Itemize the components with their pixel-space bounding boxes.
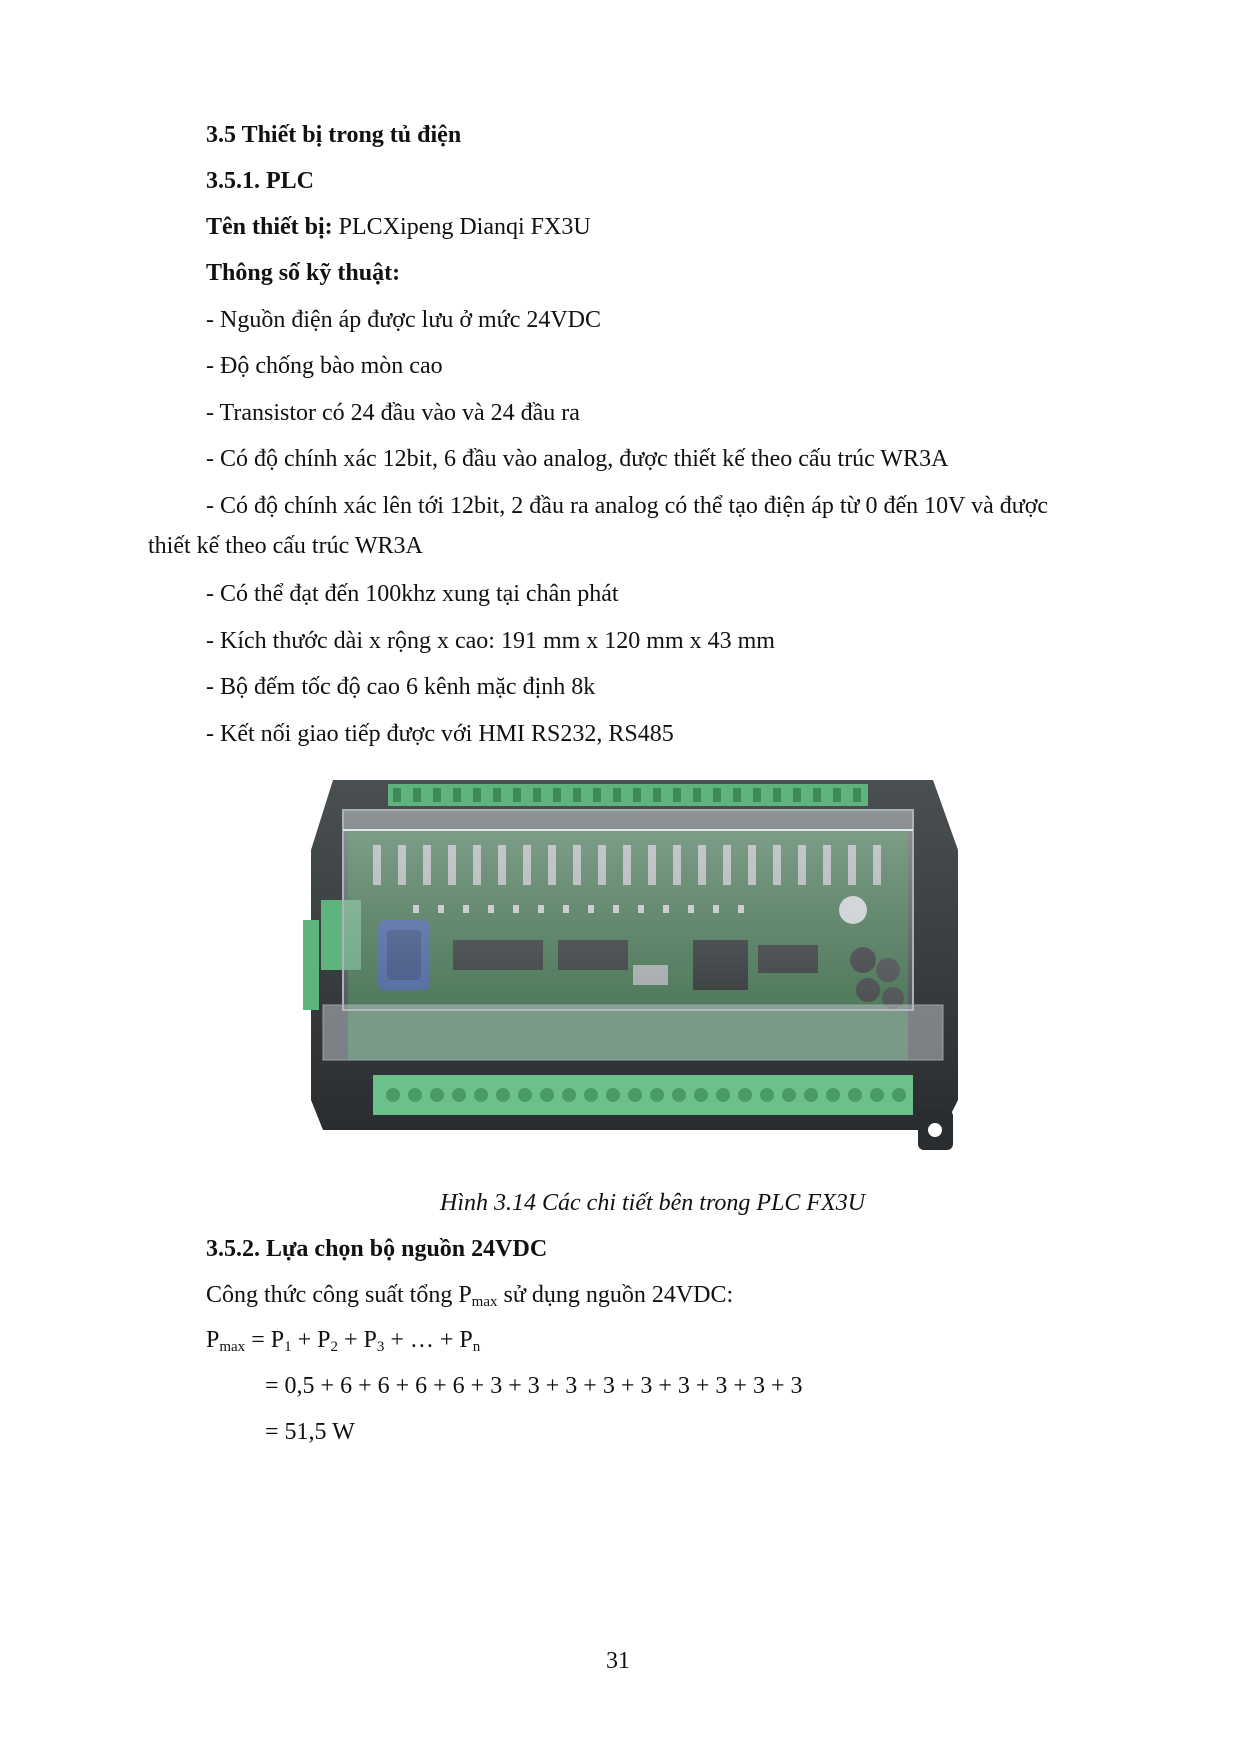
- spec-item: - Có độ chính xác 12bit, 6 đầu vào analog, được thiết kế theo cấu trúc WR3A: [206, 446, 949, 472]
- formula-symbol: P: [206, 1327, 220, 1353]
- spec-item: - Có thể đạt đến 100khz xung tại chân phát: [206, 581, 619, 607]
- formula-intro-text: sử dụng nguồn 24VDC:: [497, 1282, 734, 1308]
- spec-item: - Kích thước dài x rộng x cao: 191 mm x 120 mm x 43 mm: [206, 628, 775, 654]
- spec-item: - Transistor có 24 đầu vào và 24 đầu ra: [206, 400, 580, 426]
- formula-line-3: = 51,5 W: [265, 1419, 355, 1445]
- subscript: 1: [284, 1339, 292, 1355]
- spec-item: - Bộ đếm tốc độ cao 6 kênh mặc định 8k: [206, 674, 596, 700]
- plc-fx3u-photo: [303, 770, 963, 1170]
- subscript: 3: [376, 1339, 385, 1355]
- page-number: 31: [606, 1648, 630, 1674]
- figure-caption: Hình 3.14 Các chi tiết bên trong PLC FX3U: [440, 1190, 866, 1216]
- subscript: n: [472, 1339, 481, 1355]
- subscript: 2: [330, 1339, 338, 1355]
- spec-item: - Kết nối giao tiếp được với HMI RS232, RS485: [206, 721, 674, 747]
- device-name-line: [206, 212, 591, 242]
- formula-text: + P: [337, 1327, 377, 1353]
- formula-text: + … + P: [384, 1327, 473, 1353]
- formula-text: + P: [291, 1327, 331, 1353]
- subscript: max: [471, 1294, 498, 1310]
- formula-text: = P: [245, 1327, 285, 1353]
- formula-intro-text: Công thức công suất tổng P: [206, 1282, 472, 1308]
- spec-item: - Nguồn điện áp được lưu ở mức 24VDC: [206, 307, 602, 333]
- section-heading-3-5-2: 3.5.2. Lựa chọn bộ nguồn 24VDC: [206, 1236, 548, 1262]
- section-heading-3-5-1: 3.5.1. PLC: [206, 168, 314, 194]
- formula-intro: [206, 1280, 733, 1310]
- formula-line-1: [206, 1325, 480, 1355]
- section-heading-3-5: 3.5 Thiết bị trong tủ điện: [206, 122, 462, 148]
- specs-heading: Thông số kỹ thuật:: [206, 260, 401, 286]
- device-name-value: PLCXipeng Dianqi FX3U: [332, 214, 591, 240]
- subscript: max: [219, 1339, 246, 1355]
- spec-item-continuation: thiết kế theo cấu trúc WR3A: [148, 533, 423, 559]
- device-name-label: Tên thiết bị:: [206, 214, 333, 240]
- spec-item: - Độ chống bào mòn cao: [206, 353, 443, 379]
- spec-item: - Có độ chính xác lên tới 12bit, 2 đầu ra analog có thể tạo điện áp từ 0 đến 10V và được: [206, 493, 1049, 519]
- formula-line-2: = 0,5 + 6 + 6 + 6 + 6 + 3 + 3 + 3 + 3 + 3 + 3 + 3 + 3 + 3: [265, 1373, 803, 1399]
